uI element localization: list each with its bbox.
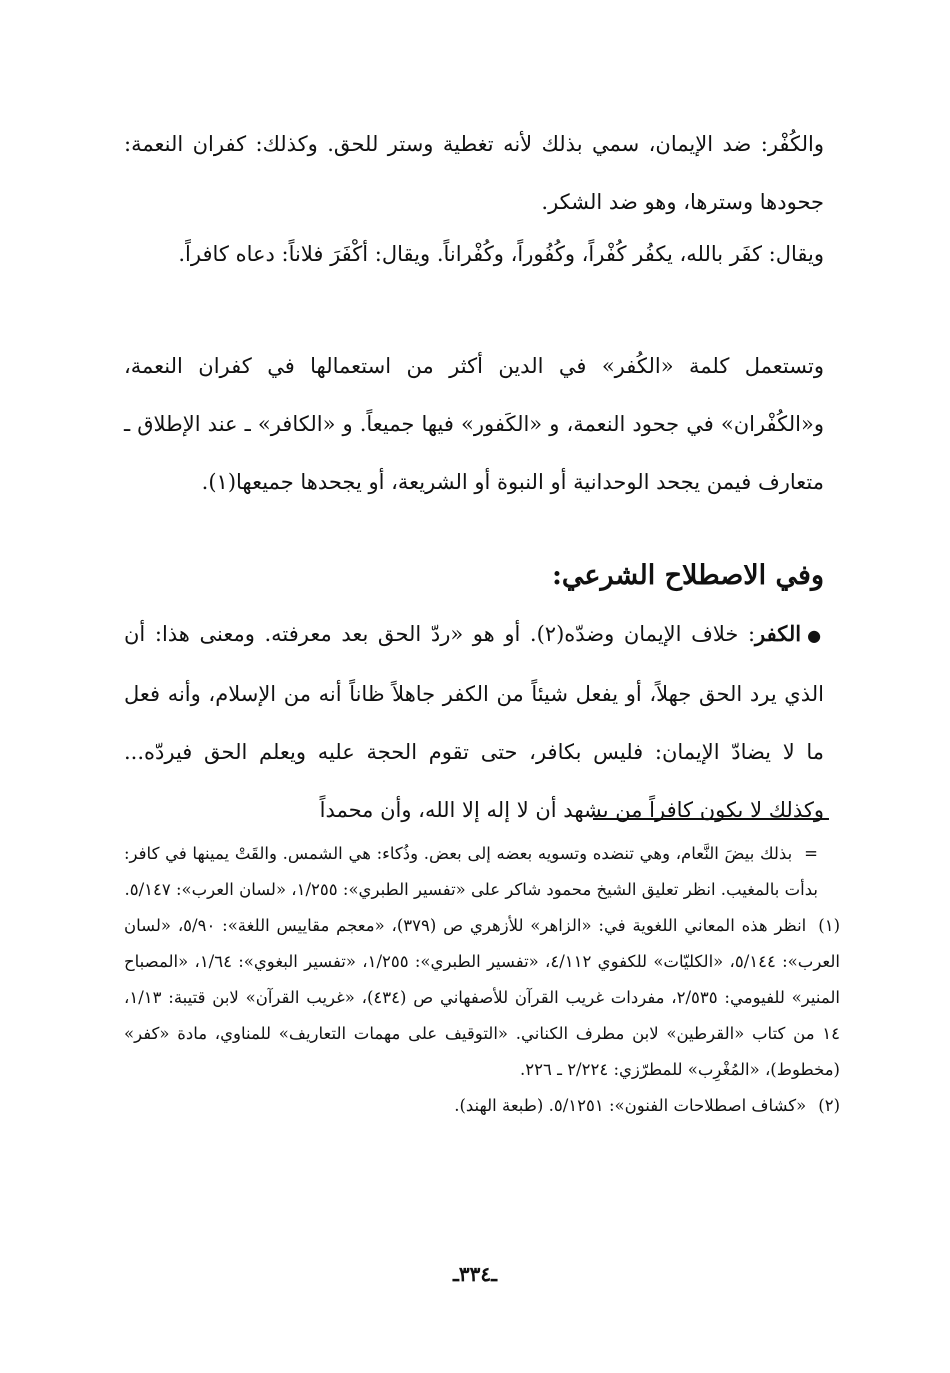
footnote-1-text: انظر هذه المعاني اللغوية في: «الزاهر» للأزهري ص (٣٧٩)، «معجم مقاييس اللغة»: ٥/٩٠، «لسان العرب»: ٥/١٤٤، «الكليّات» للكفوي ٤/١١٢، «تفسير الطبري»: ١/٢٥٥، «تفسير البغوي»: ١/٦٤، «المصباح المنير» للفيومي: ٢/٥٣٥، مفردات غريب القرآن للأصفهاني ص (٤٣٤)، «غريب القرآن» لابن قتيبة: ١/١٣، ١٤ من كتاب «القرطين» لابن مطرف الكناني. «التوقيف على مهمات التعاريف» للمناوي، مادة «كفر» (مخطوط)، «المُغْرِب» للمطرّزي: ٢/٢٢٤ ـ ٢٢٦.	[124, 916, 840, 1079]
footnote-2-marker: (٢)	[818, 1096, 840, 1115]
footnote-divider	[593, 818, 829, 820]
footnote-continuation-text: بذلك بيضَ النَّعام، وهي تنضده وتسويه بعضه إلى بعض. وذُكاء: هي الشمس. والقَتْ يمينها في كافر: بدأت بالمغيب. انظر تعليق الشيخ محمود شاكر على «تفسير الطبري»: ١/٢٥٥، «لسان العرب»: ٥/١٤٧.	[124, 844, 818, 899]
definition-text: : خلاف الإيمان وضدّه(٢). أو هو «ردّ الحق بعد معرفته. ومعنى هذا: أن الذي يرد الحق جهلاً، أو يفعل شيئاً من الكفر جاهلاً ظاناً أنه من الإسلام، وأنه فعل ما لا يضادّ الإيمان: فليس بكافر، حتى تقوم الحجة عليه ويعلم الحق فيردّه... وكذلك لا يكون كافراً من يشهد أن لا إله إلا الله، وأن محمداً	[124, 622, 824, 822]
footnotes-list	[124, 836, 840, 1124]
paragraph-kufr-conjugation: ويقال: كفَر بالله، يكفُر كُفْراً، وكُفُوراً، وكُفْراناً. ويقال: أكْفَرَ فلاناً: دعاه كافراً.	[178, 242, 824, 266]
bullet-icon: ●	[807, 626, 824, 645]
defined-term: الكفر	[755, 621, 802, 646]
paragraph-kufr-definition: والكُفْر: ضد الإيمان، سمي بذلك لأنه تغطية وستر للحق. وكذلك: كفران النعمة: جحودها وسترها، وهو ضد الشكر.	[124, 132, 824, 214]
section-heading-sharia-term: وفي الاصطلاح الشرعي:	[551, 560, 824, 591]
footnote-1-marker: (١)	[818, 916, 841, 935]
footnote-continuation	[124, 836, 840, 908]
continuation-marker: =	[804, 844, 818, 863]
page-number: ـ٣٣٤ـ	[453, 1262, 497, 1286]
paragraph-kufr-usage: وتستعمل كلمة «الكُفر» في الدين أكثر من استعمالها في كفران النعمة، و«الكُفْران» في جحود النعمة، و «الكَفور» فيها جميعاً. و «الكافر» ـ عند الإطلاق ـ متعارف فيمن يجحد الوحدانية أو النبوة أو الشريعة، أو يجحدها جميعها(١).	[124, 354, 824, 494]
paragraph-kufr-sharia-definition	[124, 605, 824, 839]
footnote-2	[124, 1088, 840, 1124]
footnote-1	[124, 908, 840, 1088]
footnote-2-text: «كشاف اصطلاحات الفنون»: ٥/١٢٥١. (طبعة الهند).	[454, 1096, 807, 1115]
